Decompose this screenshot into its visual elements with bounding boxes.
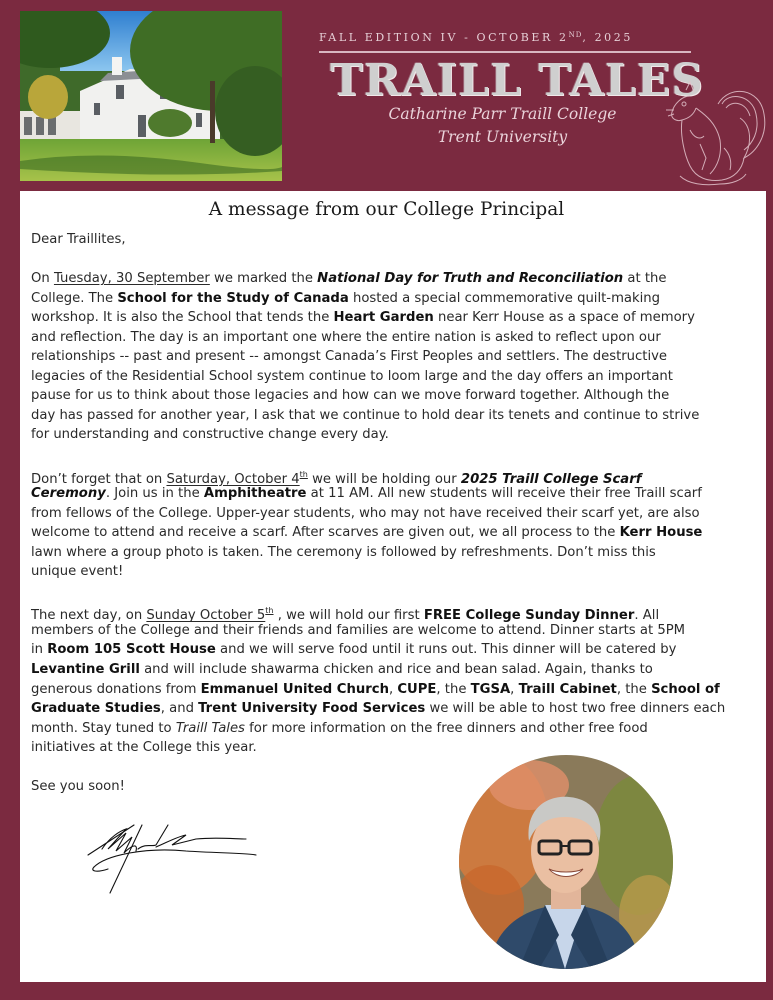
date-text: Saturday, October 4 <box>166 471 300 487</box>
text-segment: 2025 Traill College Scarf <box>460 471 642 487</box>
text-line <box>31 504 761 524</box>
text-segment: Room 105 Scott House <box>47 642 216 658</box>
text-line <box>31 289 761 309</box>
text-line <box>31 308 761 328</box>
text-line <box>31 465 761 485</box>
text-segment: . All <box>634 608 660 624</box>
text-line <box>31 680 761 700</box>
text-segment: Emmanuel United Church <box>200 681 389 697</box>
text-segment: we marked the <box>209 271 318 287</box>
text-segment: for more information on the free dinners and other free food <box>244 720 648 736</box>
signature-icon <box>86 823 276 918</box>
text-segment: we will be able to host two free dinners each <box>425 701 726 717</box>
text-segment: near Kerr House as a space of memory <box>433 310 695 326</box>
paragraph-truth-reconciliation <box>31 269 761 445</box>
text-line <box>31 484 761 504</box>
edition-line <box>319 31 691 44</box>
text-segment: , we will hold our first <box>273 608 424 624</box>
text-segment: from fellows of the College. Upper-year students, who may not have received their scarf yet, are also <box>31 505 700 521</box>
text-line <box>31 640 761 660</box>
text-segment: day has passed for another year, I ask that we continue to hold dear its tenets and continue to strive <box>31 407 700 423</box>
text-segment: generous donations from <box>31 681 201 697</box>
text-segment: Heart Garden <box>333 310 434 326</box>
text-line <box>31 386 761 406</box>
text-line <box>31 425 761 445</box>
text-segment: Traill Tales <box>175 720 245 736</box>
text-line <box>31 601 761 624</box>
text-segment: Amphitheatre <box>203 486 307 502</box>
text-segment: Graduate Studies <box>31 701 161 717</box>
text-segment: relationships -- past and present -- amongst Canada’s First Peoples and settlers. The destructive <box>31 349 668 365</box>
letter-heading: A message from our College Principal <box>208 199 565 220</box>
university-name: Trent University <box>437 128 568 146</box>
text-segment: Don’t forget that on <box>31 471 167 487</box>
text-segment: unique event! <box>31 564 124 580</box>
text-segment: hosted a special commemorative quilt-making <box>348 290 661 306</box>
text-line <box>31 719 761 739</box>
text-segment: for understanding and constructive change every day. <box>31 427 389 443</box>
edition-superscript: ND <box>568 31 583 39</box>
text-segment: , the <box>616 681 652 697</box>
text-segment: welcome to attend and receive a scarf. After scarves are given out, we all process to the <box>31 525 620 541</box>
paragraph-scarf-ceremony <box>31 465 761 582</box>
text-segment: CUPE <box>397 681 437 697</box>
letter-body <box>31 230 761 797</box>
principal-portrait <box>459 755 673 969</box>
text-segment: National Day for Truth and Reconciliation <box>317 271 624 287</box>
college-name: Catharine Parr Traill College <box>388 105 617 123</box>
text-segment: members of the College and their friends and families are welcome to attend. Dinner starts at 5PM <box>31 622 686 638</box>
text-line <box>31 621 761 641</box>
text-line <box>31 523 761 543</box>
text-line <box>31 367 761 387</box>
text-segment: Ceremony <box>31 486 106 502</box>
text-segment: TGSA <box>470 681 511 697</box>
text-line <box>31 660 761 680</box>
text-segment: and reflection. The day is an important one where the entire nation is asked to reflect upon our <box>31 329 661 345</box>
text-segment: lawn where a group photo is taken. The ceremony is followed by refreshments. Don’t miss this <box>31 544 656 560</box>
college-building-photo <box>20 11 282 181</box>
text-segment: FREE College Sunday Dinner <box>423 608 635 624</box>
text-segment: , the <box>436 681 471 697</box>
text-segment: in <box>31 642 48 658</box>
date-text: Tuesday, 30 September <box>53 271 210 287</box>
text-segment: at the <box>623 271 667 287</box>
paragraph-sunday-dinner <box>31 601 761 757</box>
text-line <box>31 543 761 563</box>
text-segment: and will include shawarma chicken and rice and bean salad. Again, thanks to <box>139 662 653 678</box>
squirrel-icon <box>660 74 770 190</box>
text-line <box>31 269 761 289</box>
text-segment: , <box>388 681 398 697</box>
text-segment: School for the Study of Canada <box>117 290 349 306</box>
text-segment: . Join us in the <box>105 486 204 502</box>
text-segment: pause for us to think about those legacies and how can we move forward together. Although the <box>31 388 670 404</box>
text-segment: legacies of the Residential School system continue to loom large and the day offers an important <box>31 368 673 384</box>
text-segment: On <box>31 271 54 287</box>
greeting: Dear Traillites, <box>31 232 126 247</box>
text-line <box>31 738 761 758</box>
text-line <box>31 562 761 582</box>
text-segment: Traill Cabinet <box>518 681 617 697</box>
text-segment: initiatives at the College this year. <box>31 740 257 756</box>
text-segment: School of <box>651 681 720 697</box>
header-divider <box>319 51 691 53</box>
date-text: Sunday October 5 <box>146 608 266 624</box>
edition-prefix: FALL EDITION IV - OCTOBER 2 <box>319 31 569 44</box>
text-line <box>31 406 761 426</box>
ordinal-suffix: th <box>299 469 308 479</box>
text-segment: , <box>510 681 519 697</box>
text-segment: , and <box>160 701 199 717</box>
closing: See you soon! <box>31 779 125 795</box>
letter-panel <box>20 191 766 982</box>
text-segment: workshop. It is also the School that tends the <box>31 310 334 326</box>
text-segment: Trent University Food Services <box>198 701 426 717</box>
newsletter-title: TRAILL TALES <box>330 55 704 106</box>
edition-suffix: , 2025 <box>582 31 633 44</box>
text-line <box>31 347 761 367</box>
text-segment: we will be holding our <box>307 471 461 487</box>
text-segment: and we will serve food until it runs out. This dinner will be catered by <box>215 642 677 658</box>
text-line <box>31 328 761 348</box>
text-segment: The next day, on <box>31 608 147 624</box>
text-line <box>31 699 761 719</box>
text-segment: Kerr House <box>619 525 703 541</box>
text-segment: College. The <box>31 290 118 306</box>
text-segment: Levantine Grill <box>31 662 140 678</box>
text-segment: at 11 AM. All new students will receive their free Traill scarf <box>306 486 702 502</box>
text-segment: month. Stay tuned to <box>31 720 176 736</box>
ordinal-suffix: th <box>265 606 274 616</box>
